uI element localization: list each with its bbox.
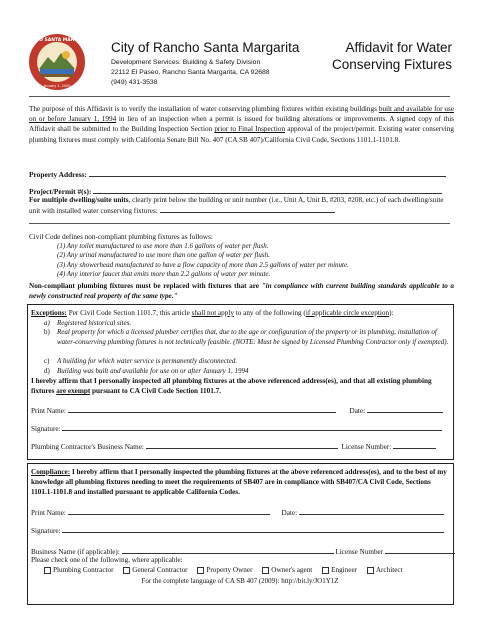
- exemption-signature-row: [31, 423, 442, 435]
- exception-letter: c): [44, 357, 50, 365]
- civil-code-item: (3) Any showerhead manufactured to have a flow capacity of more than 2.5 gallons of water per minute.: [57, 260, 349, 269]
- business-name-label: Plumbing Contractor's Business Name:: [31, 443, 144, 451]
- property-address-row: [29, 169, 446, 179]
- date-label: Date:: [349, 407, 366, 415]
- role-option-label: Engineer: [331, 566, 358, 574]
- compliance-text: I hereby affirm that I personally inspected the plumbing fixtures at the above referenced address(es), and to the best of my knowledge all plumbing fixtures needing to meet the requirements of SB407 are in compliance with SB407/CA Civil Code, Sections 1101.1-1101.8 and installed pursuant to applicable California Codes.: [31, 468, 447, 497]
- intro-underlined1: built and available for use on or before January 1, 1994: [29, 105, 454, 124]
- exception-c[interactable]: [44, 357, 447, 366]
- exemption-license-field[interactable]: [393, 441, 436, 449]
- exception-text: Registered historical sites.: [57, 319, 132, 327]
- exemption-date-field[interactable]: [367, 405, 443, 413]
- property-address-field[interactable]: [89, 169, 446, 177]
- compliance-statement: [31, 467, 451, 498]
- role-option-owners-agent[interactable]: [262, 566, 312, 574]
- seal-text: RANCHO SANTA MARGARITA: [21, 38, 93, 43]
- print-name-label: Print Name:: [31, 407, 66, 415]
- exceptions-intro-b: to any of the following (: [233, 309, 306, 317]
- role-option-general-contractor[interactable]: [123, 566, 187, 574]
- checkbox-icon[interactable]: [123, 567, 130, 574]
- role-option-label: Plumbing Contractor: [53, 566, 114, 574]
- header-divider: [29, 96, 450, 97]
- form-title: [330, 40, 452, 73]
- units-field-1[interactable]: [160, 205, 335, 213]
- license-label: License Number:: [341, 443, 392, 451]
- exemption-print-name-field[interactable]: [68, 405, 336, 413]
- exemption-business-field[interactable]: [146, 441, 338, 449]
- phone: (949) 431-3538: [111, 79, 158, 86]
- civil-code-item: (1) Any toilet manufactured to use more than 1.6 gallons of water per flush.: [57, 242, 269, 250]
- warning-italic: "in compliance with current building standards applicable to a newly constructed real property of the same type.": [29, 282, 454, 301]
- city-name: City of Rancho Santa Margarita: [111, 40, 300, 55]
- exemption-name-row: [31, 405, 443, 417]
- signature-label: Signature:: [31, 527, 61, 535]
- intro-part2: in lieu of an inspection when a permit is issued for building alterations or improvements. A signed copy of this Affidavit shall be submitted to the Building Inspection Section: [29, 115, 454, 134]
- exemption-business-row: [31, 441, 436, 453]
- project-permit-field[interactable]: [93, 186, 442, 194]
- exception-b[interactable]: [44, 328, 449, 347]
- warning-bold: Non-compliant plumbing fixtures must be replaced with fixtures that are: [29, 282, 262, 290]
- compliance-business-field[interactable]: [122, 546, 334, 554]
- intro-paragraph: [29, 104, 454, 145]
- exception-text: Building was built and available for use on or after January 1, 1994: [57, 367, 249, 375]
- compliance-print-name-field[interactable]: [68, 507, 270, 515]
- form-title-line1: Affidavit for Water: [345, 40, 452, 55]
- exceptions-label: Exceptions:: [31, 309, 67, 317]
- intro-part1: The purpose of this Affidavit is to verify the installation of water conserving plumbing fixtures within existing buildings: [29, 105, 379, 113]
- exception-d[interactable]: [44, 367, 447, 376]
- checkbox-icon[interactable]: [367, 567, 374, 574]
- intro-underlined2: prior to Final Inspection: [214, 125, 286, 134]
- units-field-2[interactable]: [29, 223, 450, 224]
- business-name-label: Business Name (if applicable):: [31, 548, 120, 556]
- exemption-signature-field[interactable]: [62, 423, 442, 431]
- exception-text: A building for which water service is permanently disconnected.: [57, 357, 238, 365]
- exceptions-intro-u: shall not apply: [191, 309, 234, 317]
- license-label: License Number: [335, 548, 384, 556]
- civil-code-intro: Civil Code defines non-compliant plumbing fixtures as follows:: [29, 233, 213, 241]
- department: Development Services: Building & Safety Division: [111, 59, 261, 66]
- role-option-plumbing-contractor[interactable]: [44, 566, 114, 574]
- exception-letter: d): [44, 367, 50, 375]
- exception-a[interactable]: [44, 319, 447, 328]
- role-option-architect[interactable]: [367, 566, 403, 574]
- compliance-license-field[interactable]: [385, 546, 455, 554]
- project-permit-label: Project/Permit #(s):: [29, 187, 92, 196]
- exceptions-intro-c: ):: [389, 309, 394, 317]
- role-option-label: Owner's agent: [271, 566, 313, 574]
- multiple-units-text: [29, 195, 454, 216]
- intro-part3: approval of the project/permit. Existing water conserving plumbing fixtures must comply with California Senate Bill No. 407 (CA SB 407)/California Civil Code, Sections 1101.1-1101.8.: [29, 125, 454, 144]
- multiple-units-bold: For multiple dwelling/suite units: [29, 196, 129, 204]
- compliance-date-field[interactable]: [299, 507, 444, 515]
- exception-letter: b): [44, 328, 50, 336]
- role-option-engineer[interactable]: [322, 566, 357, 574]
- check-intro: Please check one of the following, where applicable:: [31, 556, 183, 564]
- civil-code-item: (4) Any interior faucet that emits more than 2.2 gallons of water per minute.: [57, 270, 271, 279]
- footer-note: For the complete language of CA SB 407 (2009): http://bit.ly/JO1Y1Z: [141, 577, 339, 585]
- exception-letter: a): [44, 319, 50, 327]
- exemption-affirmation: [31, 376, 449, 396]
- role-checkbox-row: [44, 566, 403, 576]
- exceptions-intro-u2: if applicable circle exception: [305, 309, 390, 317]
- signature-label: Signature:: [31, 425, 61, 433]
- city-seal: [21, 33, 93, 91]
- form-title-line2: Conserving Fixtures: [331, 56, 452, 72]
- print-name-label: Print Name:: [31, 509, 66, 517]
- exceptions-intro-a: Per Civil Code Section 1101.7, this article: [66, 309, 192, 317]
- affirm-a: I hereby affirm that I personally inspected all plumbing fixtures at the above referenced address(es), and that all existing plumbing fixtures: [31, 377, 432, 396]
- civil-code-item: (2) Any urinal manufactured to use more than one gallon of water per flush.: [57, 251, 270, 260]
- role-option-label: General Contractor: [132, 566, 188, 574]
- exception-text: Real property for which a licensed plumber certifies that, due to the age or configuration of the property or its plumbing, installation of water-conserving plumbing fixtures is not technically feasible. (NOTE: Must be signed by Licensed Plumbing Contractor only if exempted).: [57, 328, 449, 346]
- role-option-label: Property Owner: [206, 566, 253, 574]
- role-option-property-owner[interactable]: [197, 566, 252, 574]
- compliance-signature-row: [31, 525, 444, 537]
- multiple-units-rest: , clearly print below the building or unit number (i.e., Unit A, Unit B, #203, #208, etc.) of each dwelling/suite unit with installed water conserving fixtures:: [29, 196, 444, 216]
- address: 22112 El Paseo, Rancho Santa Margarita, CA 92688: [111, 69, 270, 76]
- compliance-signature-field[interactable]: [62, 525, 444, 533]
- property-address-label: Property Address:: [29, 170, 87, 179]
- compliance-name-row: [31, 507, 444, 519]
- checkbox-icon[interactable]: [322, 567, 329, 574]
- date-label: Date:: [281, 509, 298, 517]
- affirm-u: are exempt: [56, 387, 91, 396]
- checkbox-icon[interactable]: [262, 567, 269, 574]
- civil-code-list: [57, 242, 349, 280]
- exceptions-intro: [31, 309, 451, 317]
- seal-date: January 1, 2000: [43, 84, 71, 88]
- non-compliant-warning: [29, 281, 454, 301]
- compliance-label: Compliance:: [31, 468, 71, 476]
- role-option-label: Architect: [375, 566, 403, 574]
- affirm-b: pursuant to CA Civil Code Section 1101.7.: [90, 387, 222, 396]
- checkbox-icon[interactable]: [197, 567, 204, 574]
- checkbox-icon[interactable]: [44, 567, 51, 574]
